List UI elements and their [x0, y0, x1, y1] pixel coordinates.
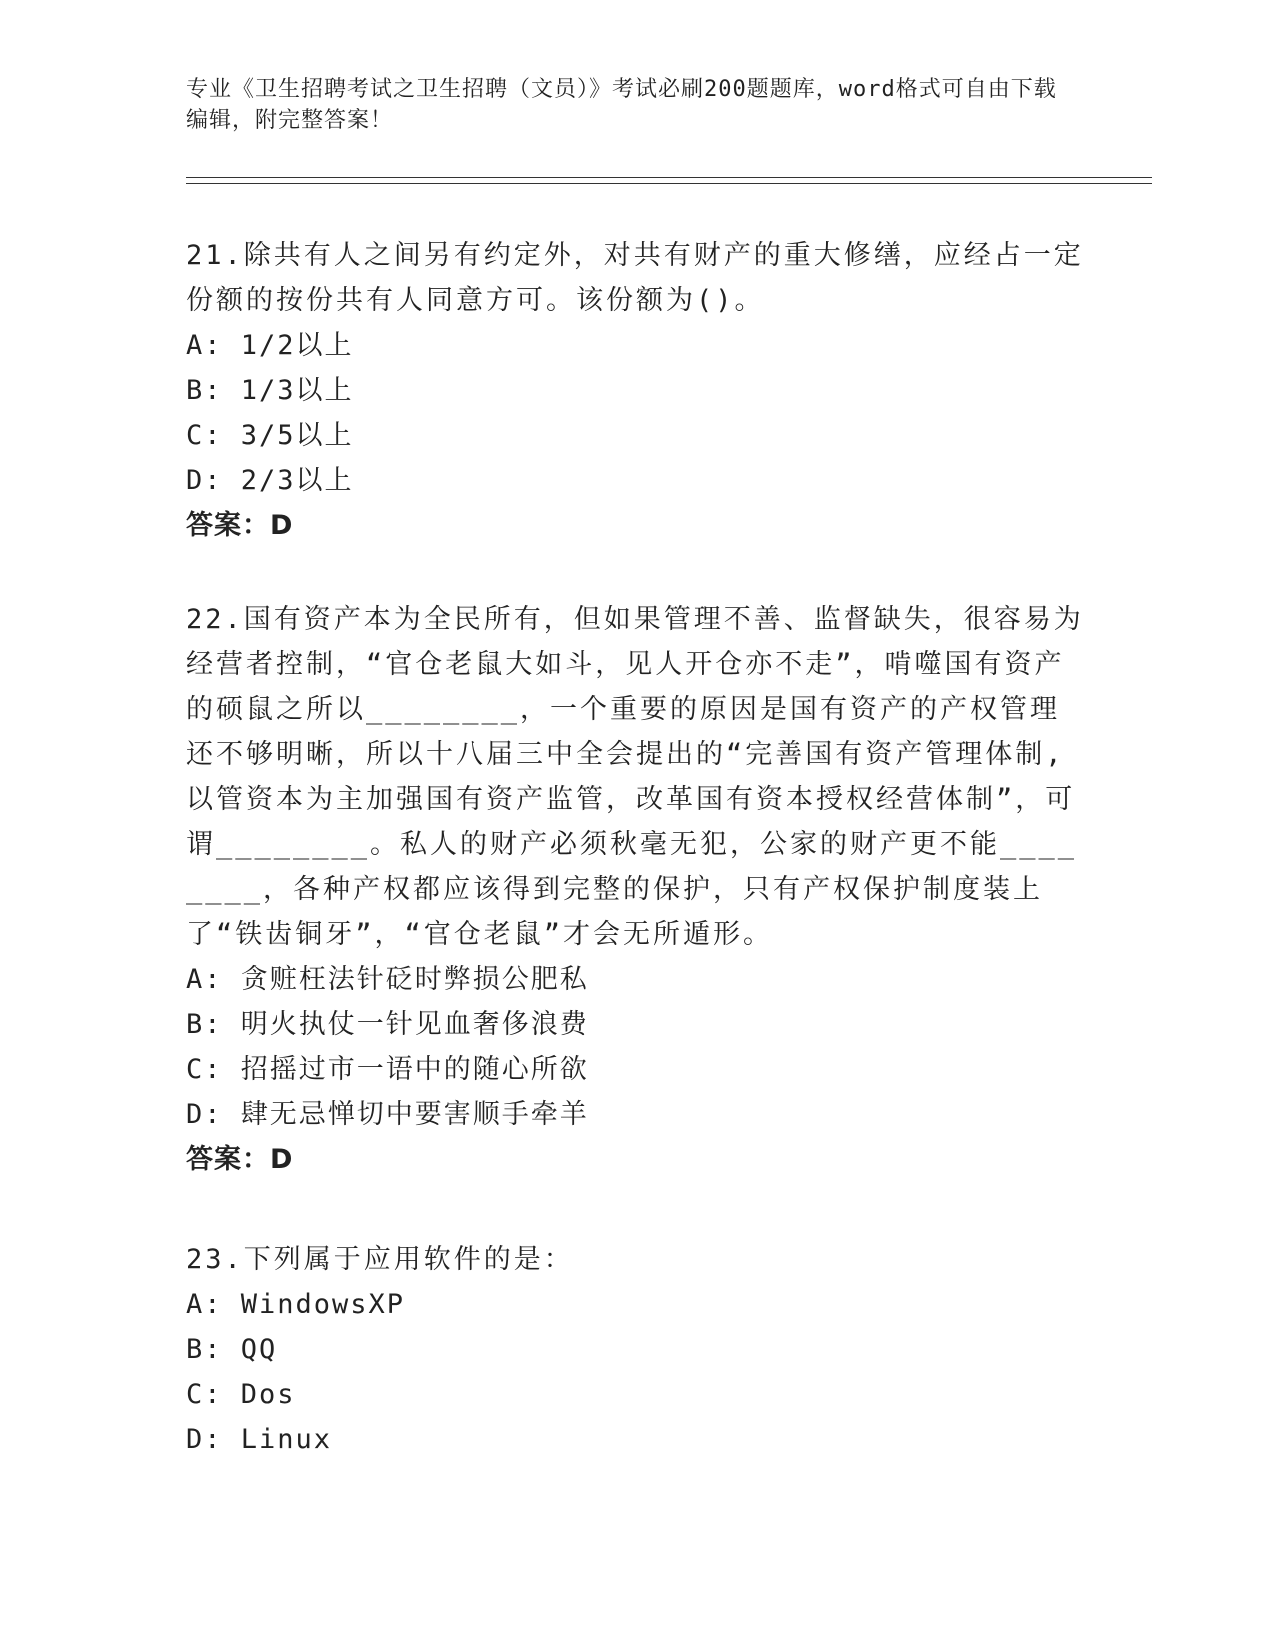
answer: 答案：D	[186, 1144, 294, 1175]
question-stem: 22.国有资产本为全民所有，但如果管理不善、监督缺失，很容易为经营者控制，“官仓老鼠大如斗，见人开仓亦不走”，啃噬国有资产的硕鼠之所以________，一个重要的原因是国有资产的产权管理还不够明晰，所以十八届三中全会提出的“完善国有资产管理体制,以管资本为主加强国有资产监管，改革国有资本授权经营体制”，可谓________。私人的财产必须秋毫无犯，公家的财产更不能________，各种产权都应该得到完整的保护，只有产权保护制度装上了“铁齿铜牙”，“官仓老鼠”才会无所遁形。	[186, 604, 1084, 950]
header-divider-top	[186, 177, 1152, 178]
answer: 答案：D	[186, 510, 294, 541]
document-header: 专业《卫生招聘考试之卫生招聘（文员）》考试必刷200题题库，word格式可自由下载编辑，附完整答案！	[186, 77, 1057, 133]
option-c: C: 3/5以上	[186, 420, 354, 451]
option-d: D: 2/3以上	[186, 465, 354, 496]
option-c: C: 招摇过市一语中的随心所欲	[186, 1054, 589, 1085]
option-a: A: WindowsXP	[186, 1289, 406, 1320]
option-b: B: 1/3以上	[186, 375, 354, 406]
question-stem: 21.除共有人之间另有约定外，对共有财产的重大修缮，应经占一定份额的按份共有人同意方可。该份额为()。	[186, 240, 1084, 316]
option-b: B: 明火执仗一针见血奢侈浪费	[186, 1009, 589, 1040]
option-a: A: 贪赃枉法针砭时弊损公肥私	[186, 964, 589, 995]
question-stem: 23.下列属于应用软件的是：	[186, 1244, 574, 1275]
question-21	[186, 233, 1086, 548]
option-a: A: 1/2以上	[186, 330, 354, 361]
option-c: C: Dos	[186, 1379, 296, 1410]
option-d: D: 肆无忌惮切中要害顺手牵羊	[186, 1099, 589, 1130]
option-b: B: QQ	[186, 1334, 278, 1365]
question-23	[186, 1237, 1086, 1462]
header-divider-bottom	[186, 183, 1152, 184]
question-22	[186, 597, 1086, 1182]
option-d: D: Linux	[186, 1424, 333, 1455]
